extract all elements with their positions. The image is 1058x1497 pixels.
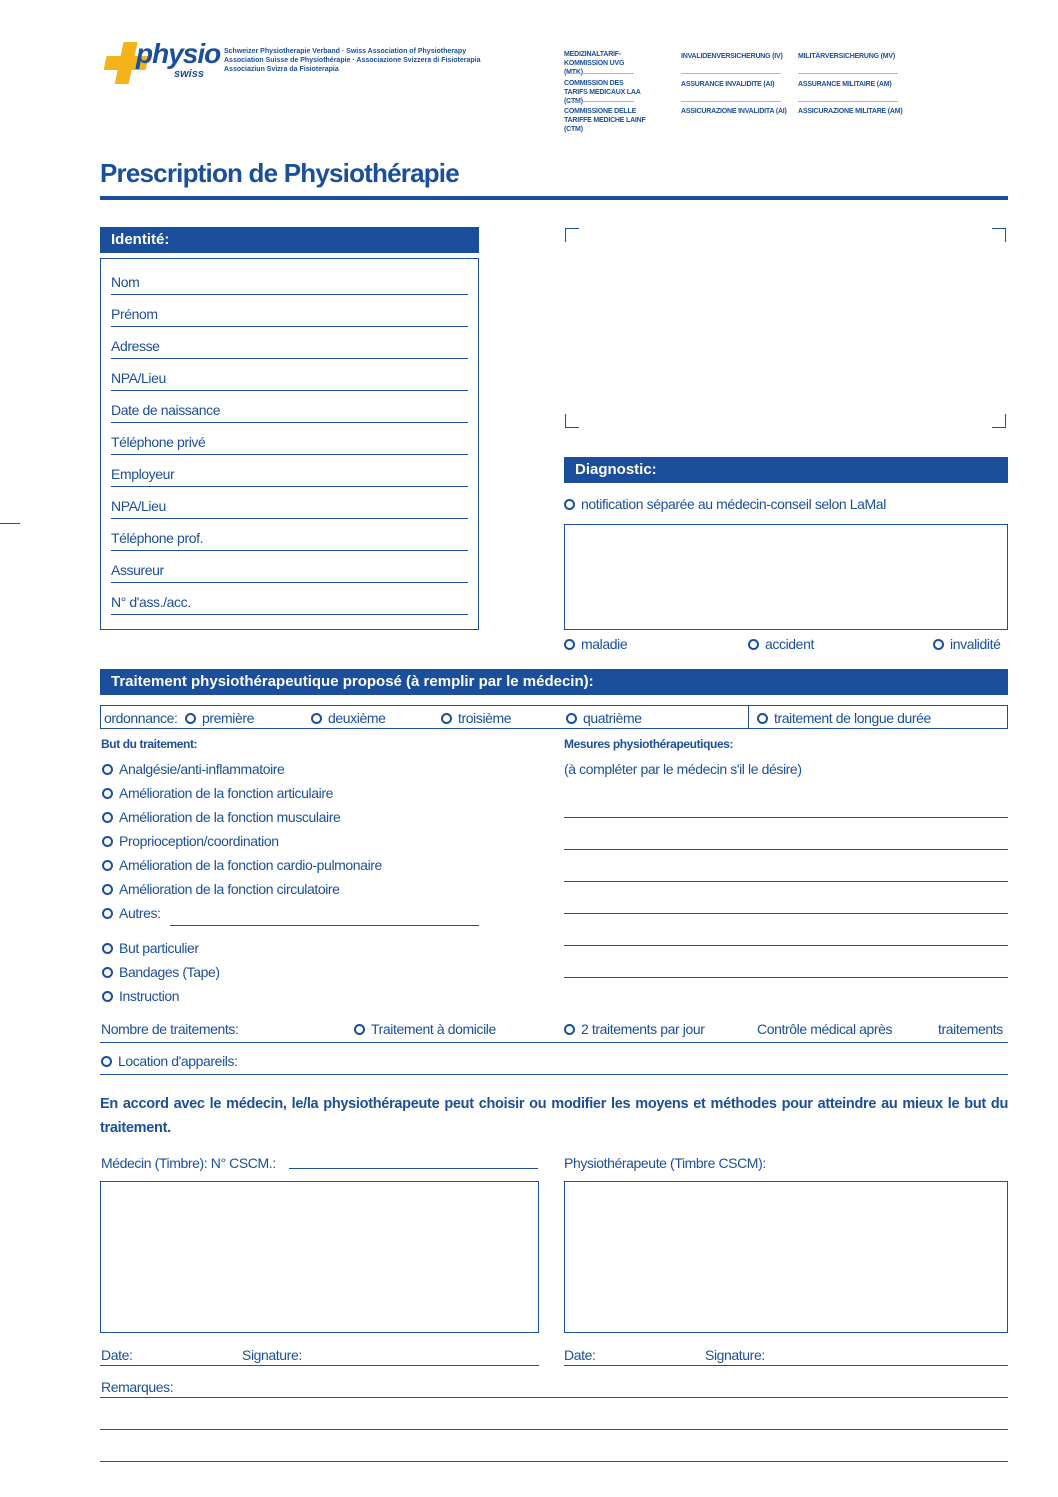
identity-field-input[interactable]	[111, 582, 468, 583]
radio-icon	[102, 788, 113, 799]
physio-date: Date:	[564, 1347, 596, 1363]
ordonnance-troisieme[interactable]: troisième	[441, 710, 511, 726]
device-rental[interactable]: Location d'appareils:	[101, 1053, 238, 1069]
radio-icon	[102, 908, 113, 919]
goal-extra-option[interactable]: Instruction	[102, 988, 179, 1004]
identity-field-input[interactable]	[111, 518, 468, 519]
ordonnance-premiere[interactable]: première	[185, 710, 254, 726]
identity-heading: Identité:	[100, 227, 479, 253]
identity-field-label: Employeur	[111, 466, 175, 482]
remarks-line[interactable]	[100, 1429, 1008, 1430]
diagnostic-heading: Diagnostic:	[564, 457, 1008, 483]
radio-icon	[102, 967, 113, 978]
identity-field-input[interactable]	[111, 358, 468, 359]
doctor-stamp-box[interactable]	[100, 1181, 539, 1333]
physio-logo	[100, 38, 220, 88]
insurer-col3-3: ASSICURAZIONE MILITARE (AM)	[798, 108, 903, 115]
insurer-col2-2: ASSURANCE INVALIDITE (AI)	[681, 81, 775, 88]
identity-field-label: Date de naissance	[111, 402, 221, 418]
goal-extra-option[interactable]: But particulier	[102, 940, 199, 956]
ordonnance-quatrieme[interactable]: quatrième	[566, 710, 642, 726]
remarks-line[interactable]	[100, 1397, 1008, 1398]
association-line: Associaziun Svizra da Fisioterapia	[224, 66, 339, 73]
radio-icon	[564, 1024, 575, 1035]
association-line: Schweizer Physiotherapie Verband · Swiss Association of Physiotherapy	[224, 48, 467, 55]
identity-field-input[interactable]	[111, 486, 468, 487]
radio-icon	[564, 639, 575, 650]
remarks-label: Remarques:	[101, 1379, 174, 1395]
insurer-col1-1: MEDIZINALTARIF-KOMMISSION UVG	[564, 51, 625, 67]
identity-field-label: N° d'ass./acc.	[111, 594, 191, 610]
treatment-count-label: Nombre de traitements:	[101, 1021, 239, 1037]
agreement-text: En accord avec le médecin, le/la physiothérapeute peut choisir ou modifier les moyens et méthodes pour atteindre au mieux le but du traitement.	[100, 1096, 1008, 1136]
goal-heading: But du traitement:	[101, 737, 198, 751]
radio-icon	[933, 639, 944, 650]
measure-line[interactable]	[564, 881, 1008, 882]
association-line: Association Suisse de Physiothérapie · Associazione Svizzera di Fisioterapia	[224, 57, 481, 64]
doctor-stamp-label: Médecin (Timbre): N° CSCM.:	[101, 1155, 276, 1171]
page-title: Prescription de Physiothérapie	[100, 158, 459, 188]
goal-extra-option[interactable]: Bandages (Tape)	[102, 964, 220, 980]
insurer-col1-2: COMMISSION DES TARIFS MEDICAUX LAA	[564, 80, 641, 96]
goal-option[interactable]: Analgésie/anti-inflammatoire	[102, 761, 284, 777]
option-invalidite[interactable]: invalidité	[933, 636, 1000, 652]
radio-icon	[311, 713, 322, 724]
identity-field-label: Téléphone prof.	[111, 530, 204, 546]
radio-icon	[102, 812, 113, 823]
physio-signature: Signature:	[705, 1347, 765, 1363]
goal-option[interactable]: Proprioception/coordination	[102, 833, 279, 849]
measures-heading: Mesures physiothérapeutiques:	[564, 737, 734, 751]
radio-icon	[757, 713, 768, 724]
identity-field-input[interactable]	[111, 454, 468, 455]
identity-field-input[interactable]	[111, 390, 468, 391]
identity-field-input[interactable]	[111, 614, 468, 615]
identity-field-label: Prénom	[111, 306, 158, 322]
long-term-treatment[interactable]: traitement de longue durée	[757, 710, 931, 726]
radio-icon	[102, 884, 113, 895]
insurer-col2-1: INVALIDENVERSICHERUNG (IV)	[681, 53, 783, 60]
ordonnance-deuxieme[interactable]: deuxième	[311, 710, 386, 726]
option-maladie[interactable]: maladie	[564, 636, 627, 652]
insurer-col1-3: COMMISSIONE DELLE TARIFFE MEDICHE LAINF (CTM)	[564, 108, 646, 133]
doctor-date: Date:	[101, 1347, 133, 1363]
goal-option[interactable]: Amélioration de la fonction articulaire	[102, 785, 333, 801]
identity-field-label: Téléphone privé	[111, 434, 206, 450]
doctor-signature: Signature:	[242, 1347, 302, 1363]
ordonnance-label: ordonnance:	[104, 710, 178, 726]
radio-icon	[102, 991, 113, 1002]
logo-word: physio	[136, 38, 221, 69]
radio-icon	[102, 860, 113, 871]
identity-field-input[interactable]	[111, 550, 468, 551]
goal-option[interactable]: Amélioration de la fonction circulatoire	[102, 881, 340, 897]
radio-icon	[354, 1024, 365, 1035]
diagnostic-textarea[interactable]	[564, 524, 1008, 630]
home-treatment[interactable]: Traitement à domicile	[354, 1021, 496, 1037]
medical-control: Contrôle médical après	[757, 1021, 893, 1037]
goal-option[interactable]: Autres:	[102, 905, 161, 921]
insurer-col2-3: ASSICURAZIONE INVALIDITA (AI)	[681, 108, 787, 115]
medical-control-suffix: traitements	[938, 1021, 1003, 1037]
identity-field-input[interactable]	[111, 422, 468, 423]
identity-field-input[interactable]	[111, 294, 468, 295]
radio-icon	[185, 713, 196, 724]
radio-icon	[441, 713, 452, 724]
radio-icon	[564, 499, 575, 510]
insurer-col3-1: MILITÄRVERSICHERUNG (MV)	[798, 53, 895, 60]
option-accident[interactable]: accident	[748, 636, 814, 652]
measure-line[interactable]	[564, 913, 1008, 914]
radio-icon	[102, 943, 113, 954]
radio-icon	[101, 1056, 112, 1067]
physio-stamp-label: Physiothérapeute (Timbre CSCM):	[564, 1155, 766, 1171]
radio-icon	[102, 836, 113, 847]
remarks-line[interactable]	[100, 1461, 1008, 1462]
measures-note: (à compléter par le médecin s'il le désire)	[564, 761, 802, 777]
logo-sub: swiss	[174, 68, 204, 80]
radio-icon	[748, 639, 759, 650]
identity-field-input[interactable]	[111, 326, 468, 327]
measure-line[interactable]	[564, 817, 1008, 818]
goal-option[interactable]: Amélioration de la fonction cardio-pulmonaire	[102, 857, 382, 873]
radio-icon	[102, 764, 113, 775]
goal-option[interactable]: Amélioration de la fonction musculaire	[102, 809, 340, 825]
twice-daily[interactable]: 2 traitements par jour	[564, 1021, 704, 1037]
diagnostic-notification[interactable]: notification séparée au médecin-conseil selon LaMal	[564, 496, 886, 512]
measure-line[interactable]	[564, 977, 1008, 978]
identity-field-label: NPA/Lieu	[111, 370, 166, 386]
identity-field-label: NPA/Lieu	[111, 498, 166, 514]
association-names	[224, 47, 524, 74]
identity-field-label: Adresse	[111, 338, 160, 354]
treatment-heading: Traitement physiothérapeutique proposé (à remplir par le médecin):	[100, 669, 1008, 695]
measure-line[interactable]	[564, 945, 1008, 946]
identity-field-label: Nom	[111, 274, 140, 290]
insurer-col3-2: ASSURANCE MILITAIRE (AM)	[798, 81, 892, 88]
radio-icon	[566, 713, 577, 724]
measure-line[interactable]	[564, 849, 1008, 850]
physio-stamp-box[interactable]	[564, 1181, 1008, 1333]
identity-field-label: Assureur	[111, 562, 164, 578]
